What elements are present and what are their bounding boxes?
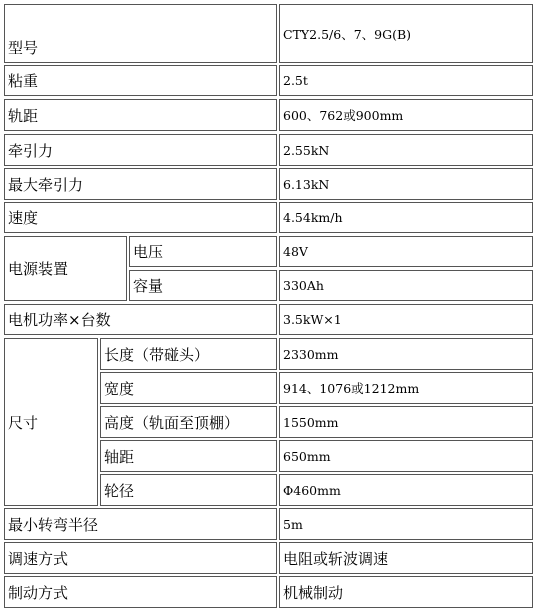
track-gauge-label: 轨距 — [4, 99, 277, 131]
motor-power-value: 3.5kW×1 — [279, 304, 533, 335]
height-label: 高度（轨面至顶棚） — [100, 406, 277, 438]
speed-label: 速度 — [4, 202, 277, 233]
dimensions-label: 尺寸 — [4, 338, 98, 506]
wheel-diameter-value: Φ460mm — [279, 474, 533, 506]
max-tractive-force-value: 6.13kN — [279, 168, 533, 200]
wheel-diameter-label: 轮径 — [100, 474, 277, 506]
max-tractive-force-label: 最大牵引力 — [4, 168, 277, 200]
voltage-label: 电压 — [129, 236, 277, 267]
braking-label: 制动方式 — [4, 576, 277, 608]
power-unit-label: 电源装置 — [4, 236, 127, 301]
braking-value: 机械制动 — [279, 576, 533, 608]
voltage-value: 48V — [279, 236, 533, 267]
speed-control-label: 调速方式 — [4, 542, 277, 574]
width-label: 宽度 — [100, 372, 277, 404]
tractive-force-value: 2.55kN — [279, 134, 533, 166]
min-turning-radius-value: 5m — [279, 508, 533, 540]
adhesion-weight-label: 粘重 — [4, 65, 277, 96]
motor-power-label: 电机功率×台数 — [4, 304, 277, 335]
adhesion-weight-value: 2.5t — [279, 65, 533, 96]
speed-value: 4.54km/h — [279, 202, 533, 233]
length-value: 2330mm — [279, 338, 533, 370]
tractive-force-label: 牵引力 — [4, 134, 277, 166]
track-gauge-value: 600、762或900mm — [279, 99, 533, 131]
capacity-label: 容量 — [129, 270, 277, 301]
wheelbase-value: 650mm — [279, 440, 533, 472]
speed-control-value: 电阻或斩波调速 — [279, 542, 533, 574]
min-turning-radius-label: 最小转弯半径 — [4, 508, 277, 540]
width-value: 914、1076或1212mm — [279, 372, 533, 404]
model-value: CTY2.5/6、7、9G(B) — [279, 4, 533, 63]
length-label: 长度（带碰头） — [100, 338, 277, 370]
height-value: 1550mm — [279, 406, 533, 438]
capacity-value: 330Ah — [279, 270, 533, 301]
model-label: 型号 — [4, 4, 277, 63]
wheelbase-label: 轴距 — [100, 440, 277, 472]
